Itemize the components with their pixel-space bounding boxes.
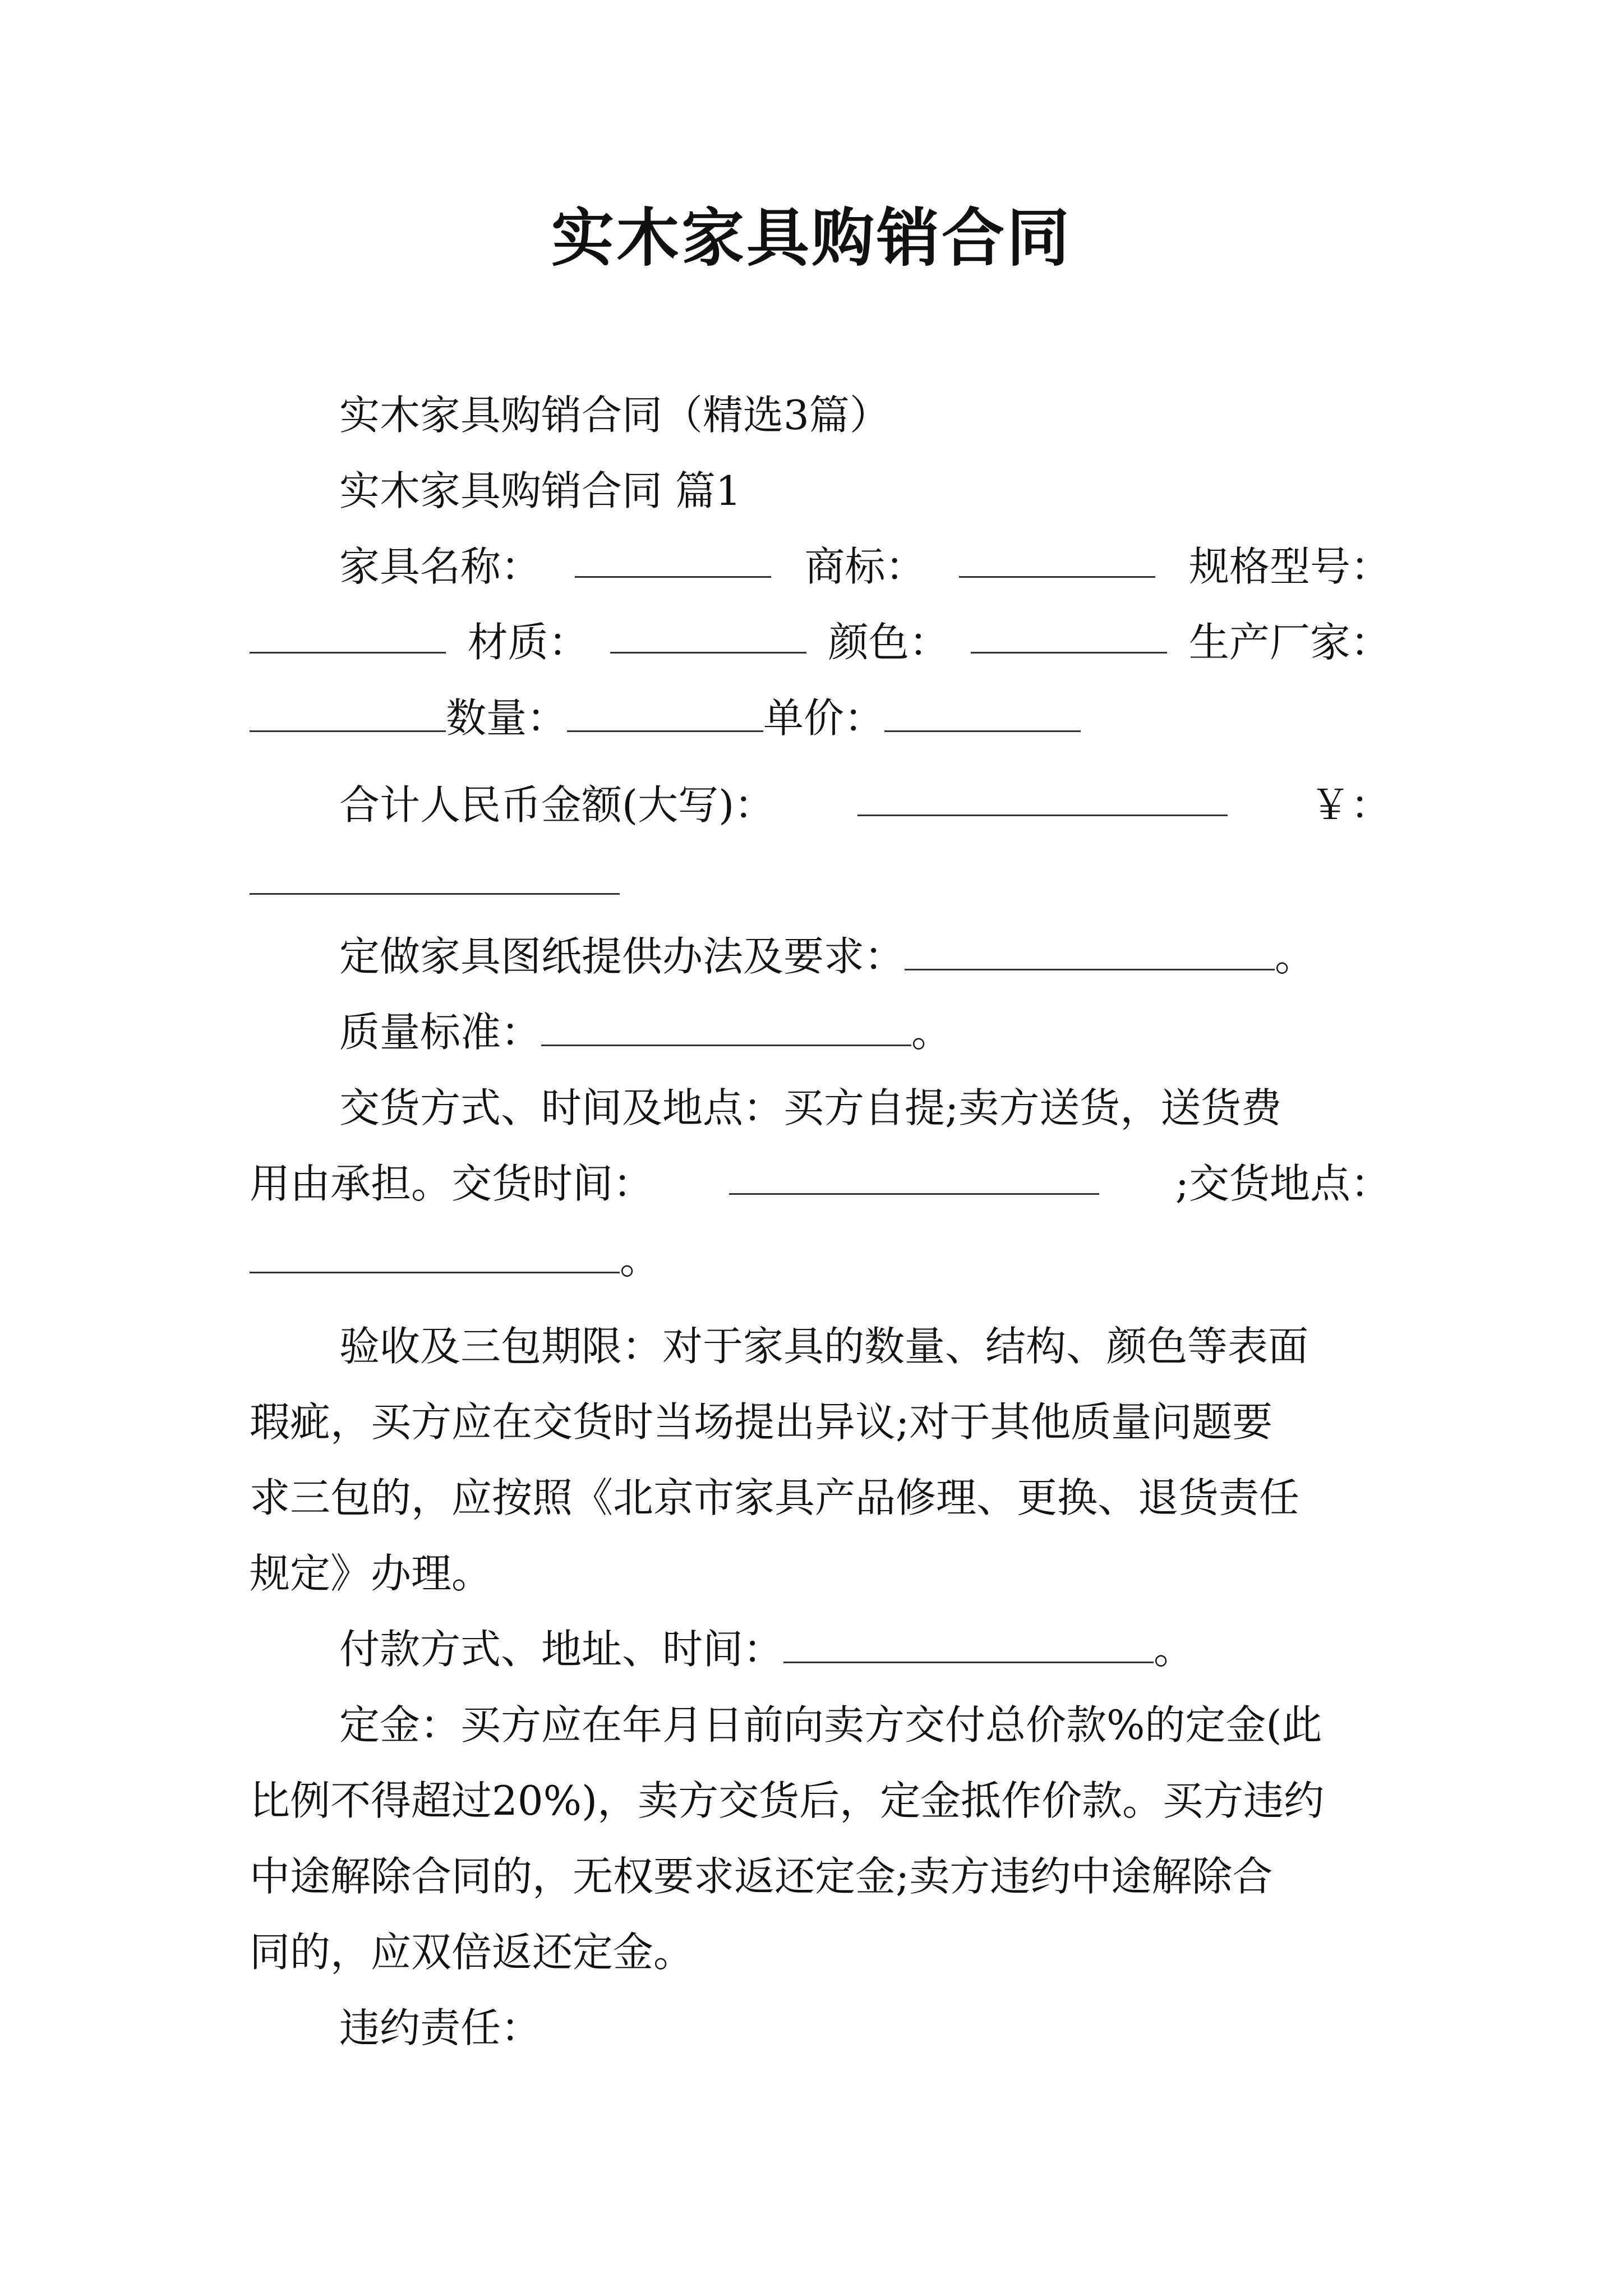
delivery-place-label: ;交货地点：	[1175, 1160, 1391, 1207]
brand-blank	[959, 536, 1155, 578]
payment-line	[339, 1618, 1391, 1680]
breach-heading: 违约责任：	[339, 2004, 542, 2051]
quality-blank	[541, 1004, 911, 1046]
delivery-time-label: 用由承担。交货时间：	[250, 1160, 654, 1207]
deposit-line-2: 比例不得超过20%)，卖方交货后，定金抵作价款。买方违约	[250, 1777, 1325, 1824]
color-label: 颜色：	[828, 619, 949, 666]
unit-price-label: 单价：	[763, 694, 885, 742]
deposit-line-4: 同的，应双倍返还定金。	[250, 1929, 694, 1976]
payment-blank	[783, 1621, 1154, 1663]
quality-line	[339, 1001, 1391, 1063]
quality-label: 质量标准：	[339, 1009, 542, 1056]
items-line-2	[250, 611, 1391, 673]
brand-label: 商标：	[804, 543, 926, 590]
payment-end: 。	[1154, 1626, 1195, 1673]
material-label: 材质：	[467, 619, 589, 666]
acceptance-line-2: 瑕疵，买方应在交货时当场提出异议;对于其他质量问题要	[250, 1398, 1273, 1446]
delivery-line-2	[250, 1153, 1391, 1214]
furniture-name-blank	[575, 536, 771, 578]
deposit-line-1: 定金：买方应在年月日前向卖方交付总价款%的定金(此	[339, 1701, 1322, 1749]
subtitle: 实木家具购销合同（精选3篇）	[339, 392, 890, 439]
quantity-label: 数量：	[446, 694, 568, 742]
deposit-line-3: 中途解除合同的，无权要求返还定金;卖方违约中途解除合	[250, 1853, 1273, 1900]
quantity-blank	[567, 690, 763, 732]
drawing-line	[339, 926, 1391, 987]
page-title: 实木家具购销合同	[551, 202, 1072, 275]
model-label: 规格型号：	[1188, 543, 1391, 590]
payment-label: 付款方式、地址、时间：	[339, 1626, 784, 1673]
quality-end: 。	[911, 1009, 952, 1056]
maker-label: 生产厂家：	[1188, 619, 1391, 666]
delivery-line-3	[250, 1228, 1391, 1290]
items-line-1	[339, 536, 1391, 597]
maker-blank	[250, 690, 446, 732]
yen-label: ￥：	[1310, 781, 1391, 829]
model-blank	[250, 611, 446, 654]
furniture-name-label: 家具名称：	[339, 543, 542, 590]
delivery-place-blank	[250, 1231, 620, 1273]
drawing-end: 。	[1275, 933, 1316, 980]
drawing-blank	[905, 928, 1275, 970]
yen-blank	[250, 853, 620, 895]
delivery-line-1: 交货方式、时间及地点：买方自提;卖方送货，送货费	[339, 1084, 1282, 1131]
part-heading: 实木家具购销合同 篇1	[339, 467, 741, 514]
total-blank	[857, 774, 1228, 816]
total-label: 合计人民币金额(大写)：	[339, 781, 775, 829]
acceptance-line-4: 规定》办理。	[250, 1550, 492, 1597]
acceptance-line-1: 验收及三包期限：对于家具的数量、结构、颜色等表面	[339, 1323, 1309, 1370]
yen-line	[250, 850, 1391, 912]
drawing-label: 定做家具图纸提供办法及要求：	[339, 933, 905, 980]
total-line	[339, 774, 1391, 836]
items-line-3	[250, 687, 1391, 749]
acceptance-line-3: 求三包的，应按照《北京市家具产品修理、更换、退货责任	[250, 1474, 1300, 1521]
delivery-time-blank	[729, 1153, 1099, 1195]
unit-price-blank	[884, 690, 1081, 732]
color-blank	[971, 611, 1167, 654]
delivery-end: 。	[620, 1236, 661, 1283]
material-blank	[610, 611, 806, 654]
